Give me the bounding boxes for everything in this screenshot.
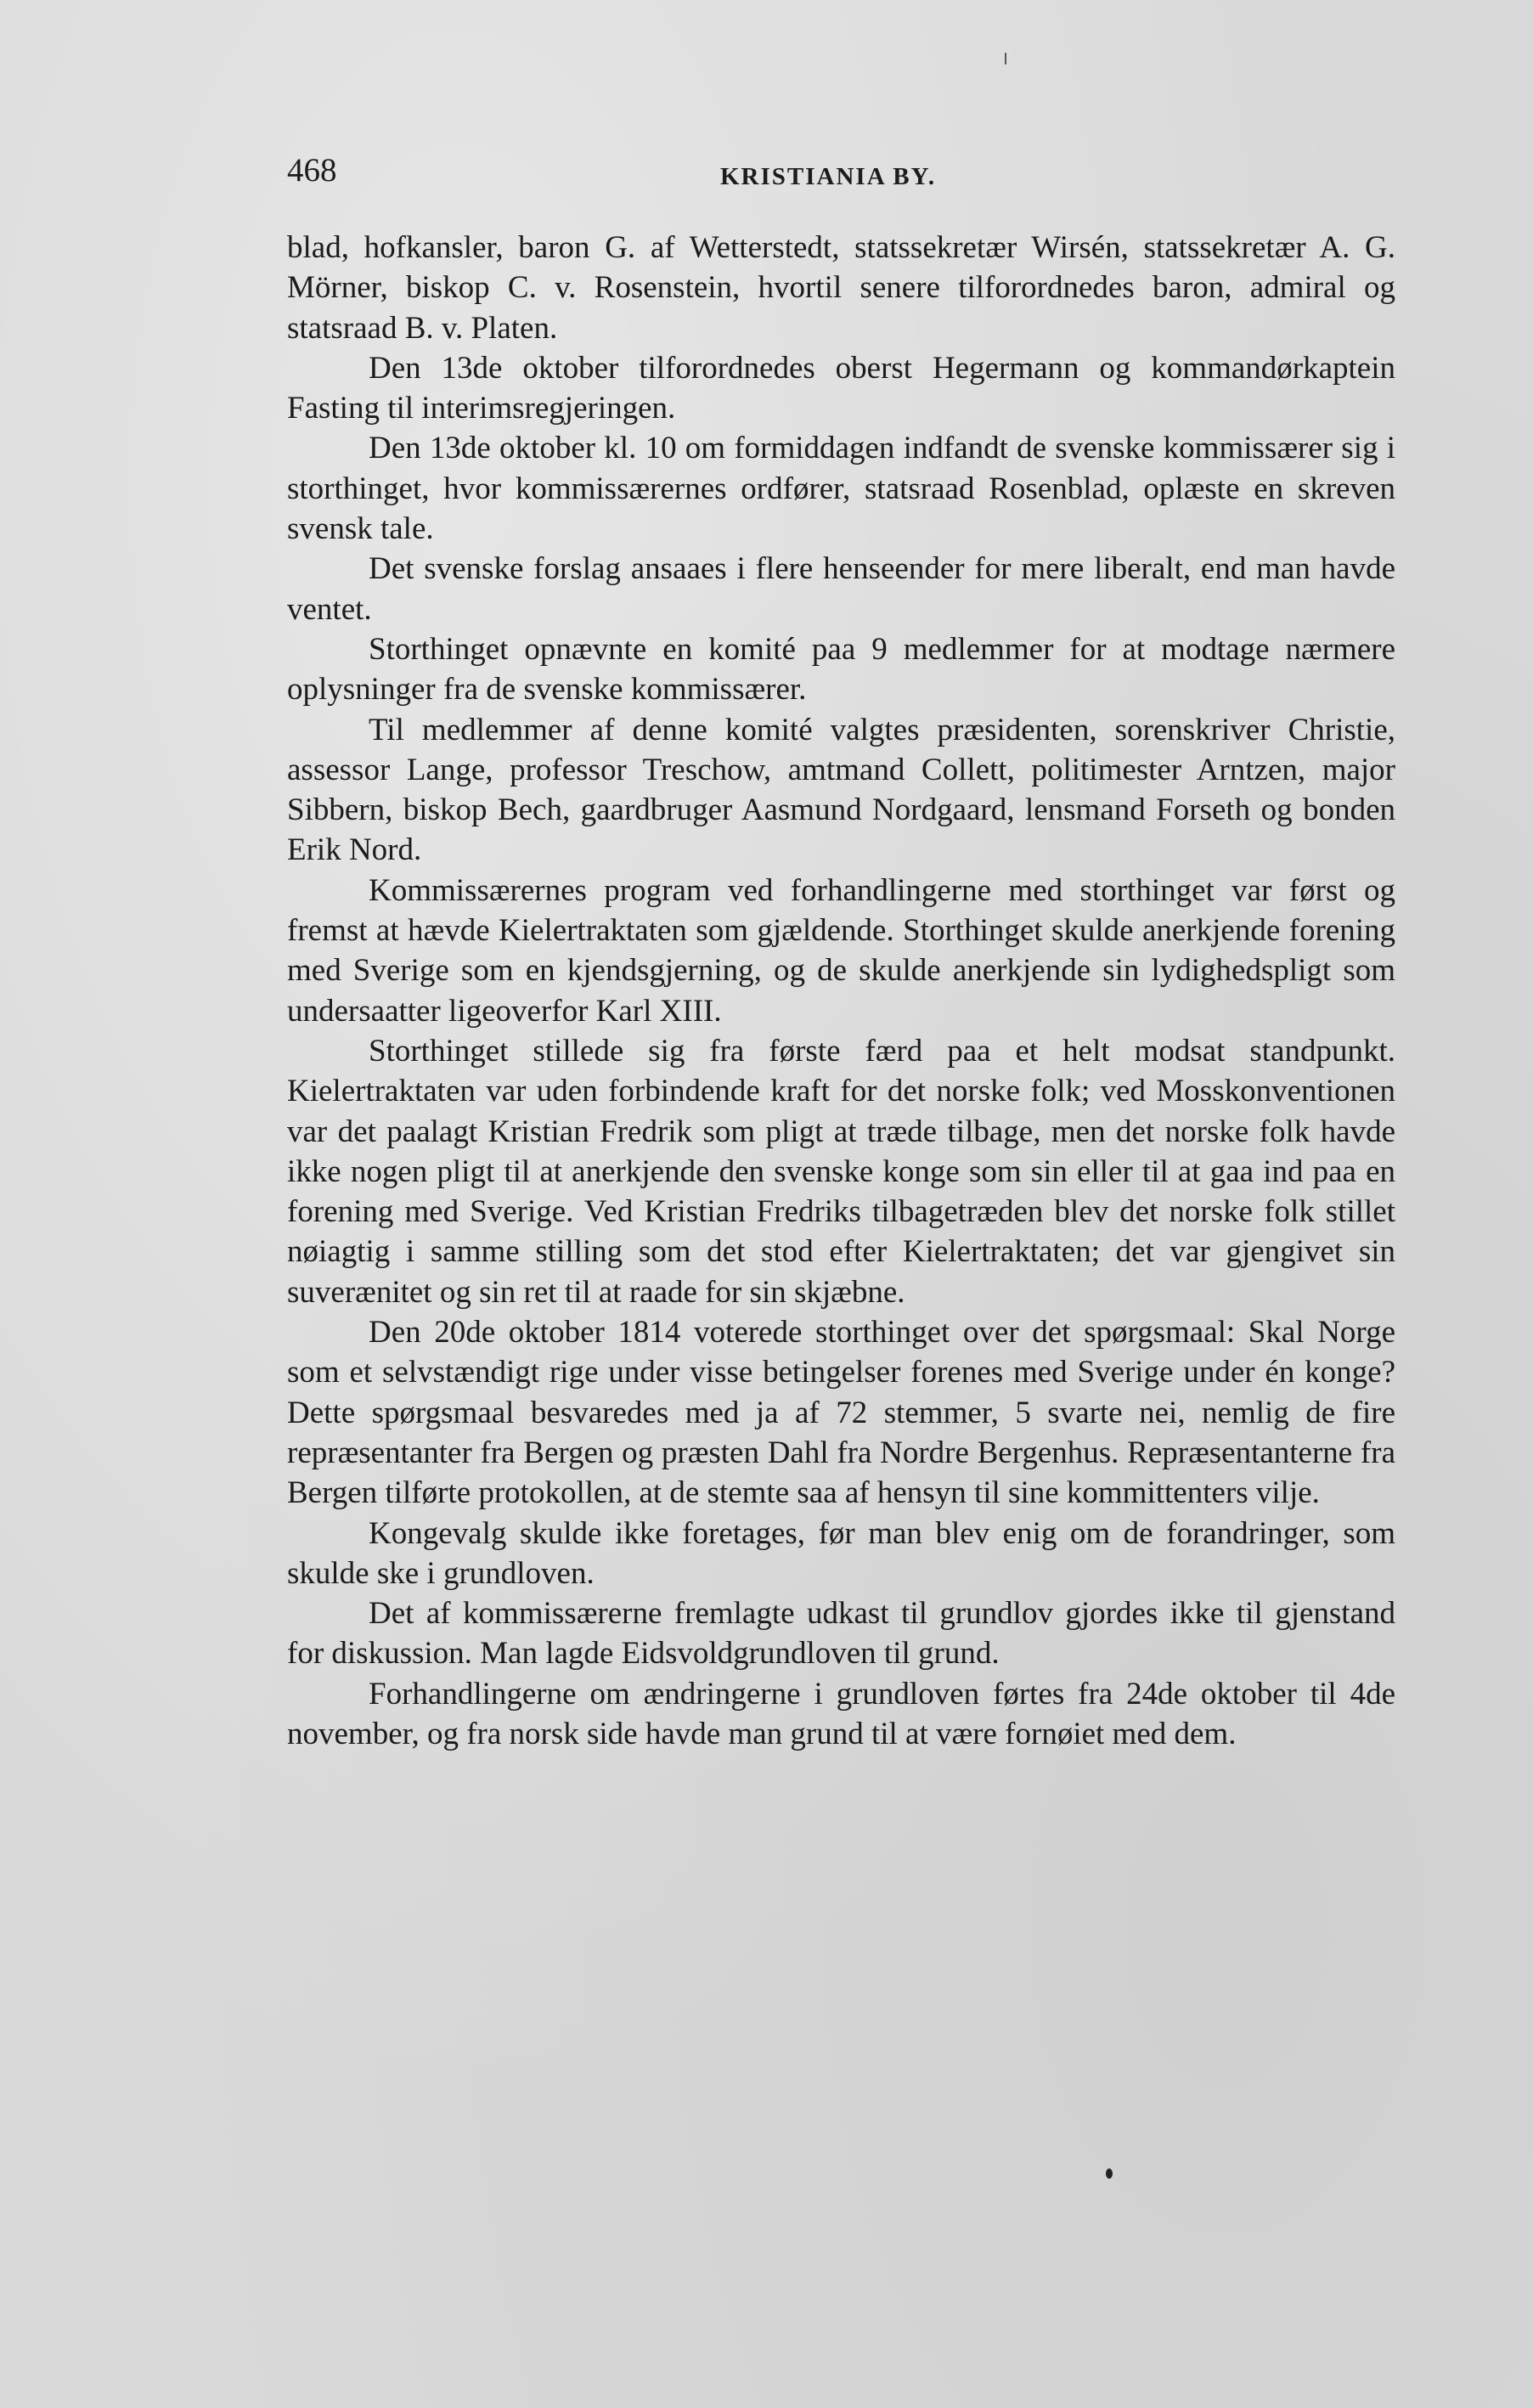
ink-speck: [1005, 53, 1006, 65]
paragraph: Den 13de oktober tilforordnedes oberst Hegermann og kommandørkaptein Fasting til interimsregjeringen.: [287, 350, 1395, 426]
paragraph: Til medlemmer af denne komité valgtes præsidenten, sorenskriver Christie, assessor Lange, professor Treschow, amtmand Collett, politimester Arntzen, major Sibbern, biskop Bech, gaardbruger Aasmund Nordgaard, lensmand Forseth og bonden Erik Nord.: [287, 712, 1395, 868]
paragraph: Forhandlingerne om ændringerne i grundloven førtes fra 24de oktober til 4de november, og fra norsk side havde man grund til at være fornøiet med dem.: [287, 1676, 1395, 1751]
paragraph: Kongevalg skulde ikke foretages, før man blev enig om de forandringer, som skulde ske i grundloven.: [287, 1515, 1395, 1591]
paragraph: blad, hofkansler, baron G. af Wetterstedt, statssekretær Wirsén, statssekretær A. G. Mörner, biskop C. v. Rosenstein, hvortil senere tilforordnedes baron, admiral og statsraad B. v. Platen.: [287, 230, 1395, 346]
paragraph: Kommissærernes program ved forhandlingerne med storthinget var først og fremst at hævde Kielertraktaten som gjældende. Storthinget skulde anerkjende forening med Sverige som en kjendsgjerning, og de skulde anerkjende sin lydighedspligt som undersaatter ligeoverfor Karl XIII.: [287, 872, 1395, 1029]
body-text: [287, 228, 1395, 1754]
paragraph: Den 20de oktober 1814 voterede storthinget over det spørgsmaal: Skal Norge som et selvstændigt rige under visse betingelser forenes med Sverige under én konge? Dette spørgsmaal besvaredes med ja af 72 stemmer, 5 svarte nei, nemlig de fire repræsentanter fra Bergen og præsten Dahl fra Nordre Bergenhus. Repræsentanterne fra Bergen tilførte protokollen, at de stemte saa af hensyn til sine kommittenters vilje.: [287, 1315, 1395, 1511]
running-head: KRISTIANIA BY.: [720, 163, 937, 190]
ink-speck: [1106, 2168, 1113, 2179]
paragraph: Det svenske forslag ansaaes i flere henseender for mere liberalt, end man havde ventet.: [287, 551, 1395, 627]
page-header: [287, 151, 1395, 202]
paragraph: Den 13de oktober kl. 10 om formiddagen indfandt de svenske kommissærer sig i storthinget, hvor kommissærernes ordfører, statsraad Rosenblad, oplæste en skreven svensk tale.: [287, 431, 1395, 547]
paragraph: Storthinget opnævnte en komité paa 9 medlemmer for at modtage nærmere oplysninger fra de svenske kommissærer.: [287, 631, 1395, 708]
page-number: 468: [287, 152, 337, 189]
paragraph: Det af kommissærerne fremlagte udkast til grundlov gjordes ikke til gjenstand for diskussion. Man lagde Eidsvoldgrundloven til grund.: [287, 1596, 1395, 1672]
paragraph: Storthinget stillede sig fra første færd paa et helt modsat standpunkt. Kielertraktaten var uden forbindende kraft for det norske folk; ved Mosskonventionen var det paalagt Kristian Fredrik som pligt at træde tilbage, men det norske folk havde ikke nogen pligt til at anerkjende den svenske konge som sin eller til at gaa ind paa en forening med Sverige. Ved Kristian Fredriks tilbagetræden blev det norske folk stillet nøiagtig i samme stilling som det stod efter Kielertraktaten; det var gjengivet sin suverænitet og sin ret til at raade for sin skjæbne.: [287, 1033, 1395, 1310]
